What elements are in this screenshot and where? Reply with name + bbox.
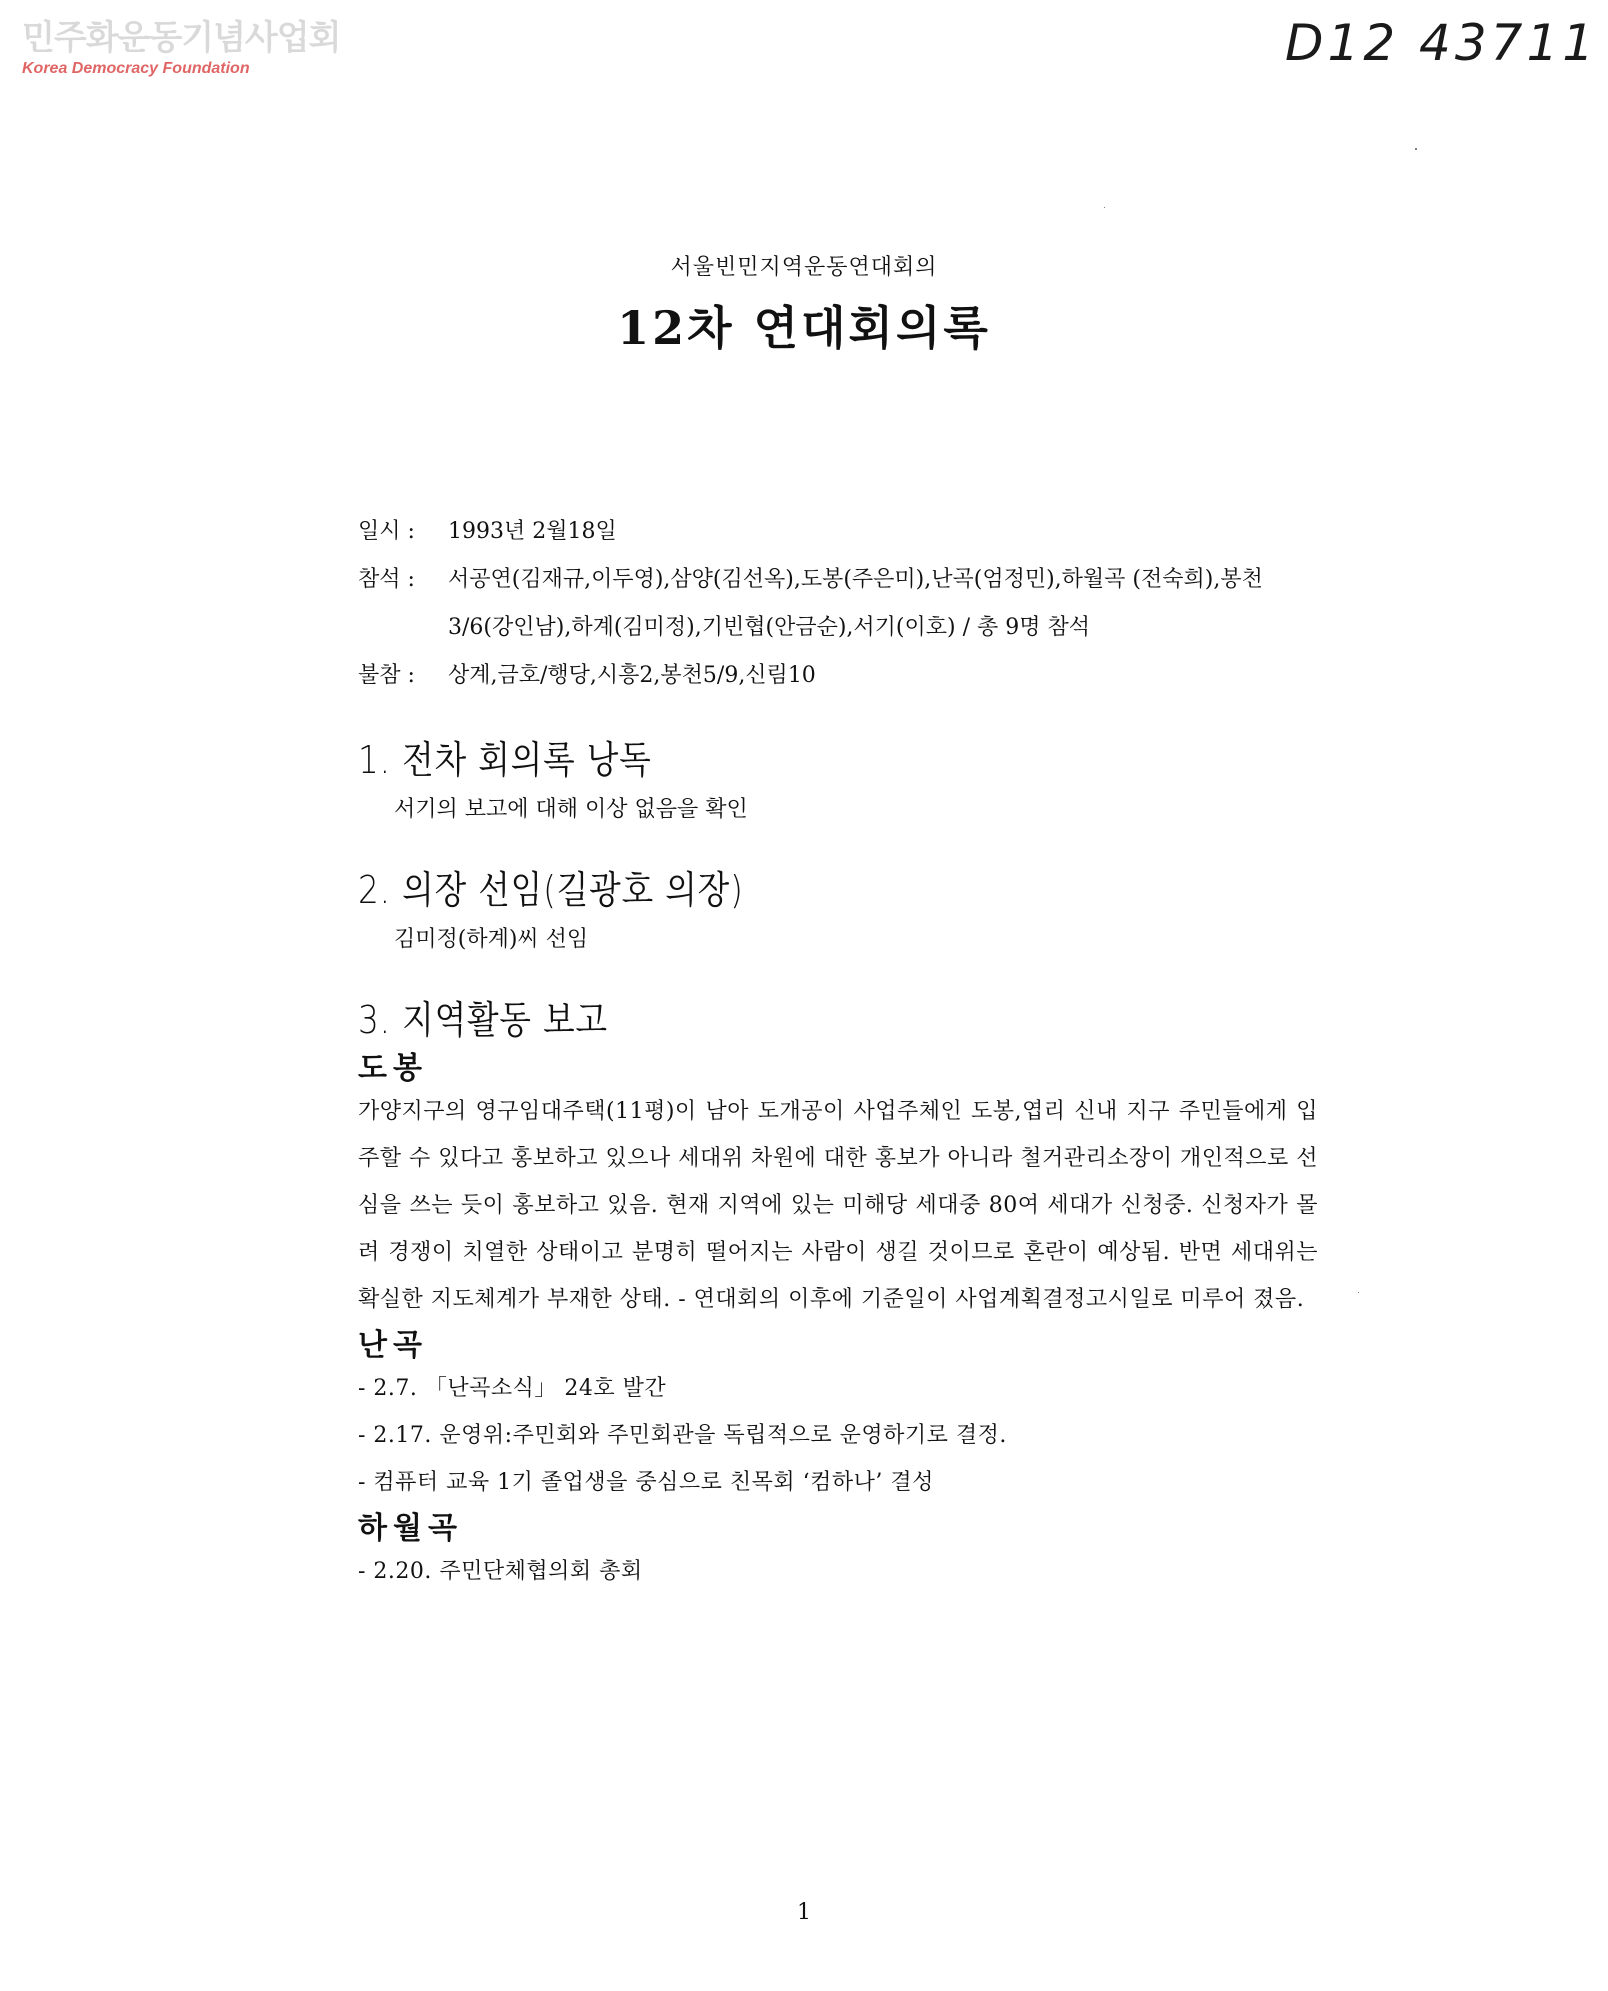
meta-date-value: 1993년 2월18일 — [448, 519, 617, 544]
meta-absent — [358, 652, 1318, 700]
region-hawolgok-item: - 2.20. 주민단체협의회 총회 — [358, 1559, 643, 1584]
scan-speck — [1415, 148, 1417, 150]
scan-speck — [1358, 1292, 1359, 1293]
region-nangok-heading: 난곡 — [358, 1328, 428, 1363]
page-number: 1 — [797, 1900, 811, 1925]
watermark — [22, 18, 340, 80]
meta-attendees-label: 참석 : — [358, 567, 415, 592]
meta-date-label: 일시 : — [358, 519, 415, 544]
meta-date — [358, 508, 1318, 556]
section-1-body: 서기의 보고에 대해 이상 없음을 확인 — [394, 797, 748, 822]
region-dobong-text: 가양지구의 영구임대주택(11평)이 남아 도개공이 사업주체인 도봉,엽리 신내 지구 주민들에게 입주할 수 있다고 홍보하고 있으나 세대위 차원에 대한 홍보가 아니라 철거관리소장이 개인적으로 선심을 쓰는 듯이 홍보하고 있음. 현재 지역에 있는 미해당 세대중 80여 세대가 신청중. 신청자가 몰려 경쟁이 치열한 상태이고 분명히 떨어지는 사람이 생길 것이므로 혼란이 예상됨. 반면 세대위는 확실한 지도체계가 부재한 상태. - 연대회의 이후에 기준일이 사업계획결정고시일로 미루어 졌음. — [358, 1099, 1319, 1312]
region-nangok-item: - 컴퓨터 교육 1기 졸업생을 중심으로 친목회 ‘컴하나’ 결성 — [358, 1470, 934, 1495]
meta-absent-value: 상계,금호/행당,시흥2,봉천5/9,신림10 — [448, 663, 816, 688]
section-1-heading: 1. 전차 회의록 낭독 — [358, 738, 652, 782]
scan-speck — [1104, 207, 1105, 208]
meta-attendees — [358, 556, 1318, 652]
document-body — [358, 508, 1318, 1595]
meta-attendees-value: 서공연(김재규,이두영),삼양(김선옥),도봉(주은미),난곡(엄정민),하월곡 (전숙희),봉천3/6(강인남),하계(김미정),기빈협(안금순),서기(이호) / 총 9명 참석 — [448, 567, 1263, 640]
region-nangok-item: - 2.7. 「난곡소식」 24호 발간 — [358, 1376, 667, 1401]
handwritten-archive-code: D12 43711 — [1285, 14, 1599, 72]
section-3-heading: 3. 지역활동 보고 — [358, 998, 608, 1042]
document-subtitle: 서울빈민지역운동연대회의 — [670, 255, 938, 280]
region-nangok-item: - 2.17. 운영위:주민회와 주민회관을 독립적으로 운영하기로 결정. — [358, 1423, 1007, 1448]
region-hawolgok-heading: 하월곡 — [358, 1511, 463, 1546]
section-2-heading: 2. 의장 선임(길광호 의장) — [358, 868, 744, 912]
watermark-korean: 민주화운동기념사업회 — [22, 18, 341, 58]
watermark-english: Korea Democracy Foundation — [22, 60, 250, 77]
meta-absent-label: 불참 : — [358, 663, 415, 688]
section-2-body: 김미정(하계)씨 선임 — [394, 927, 589, 952]
region-dobong-heading: 도봉 — [358, 1051, 428, 1086]
document-title: 12차 연대회의록 — [617, 301, 991, 355]
